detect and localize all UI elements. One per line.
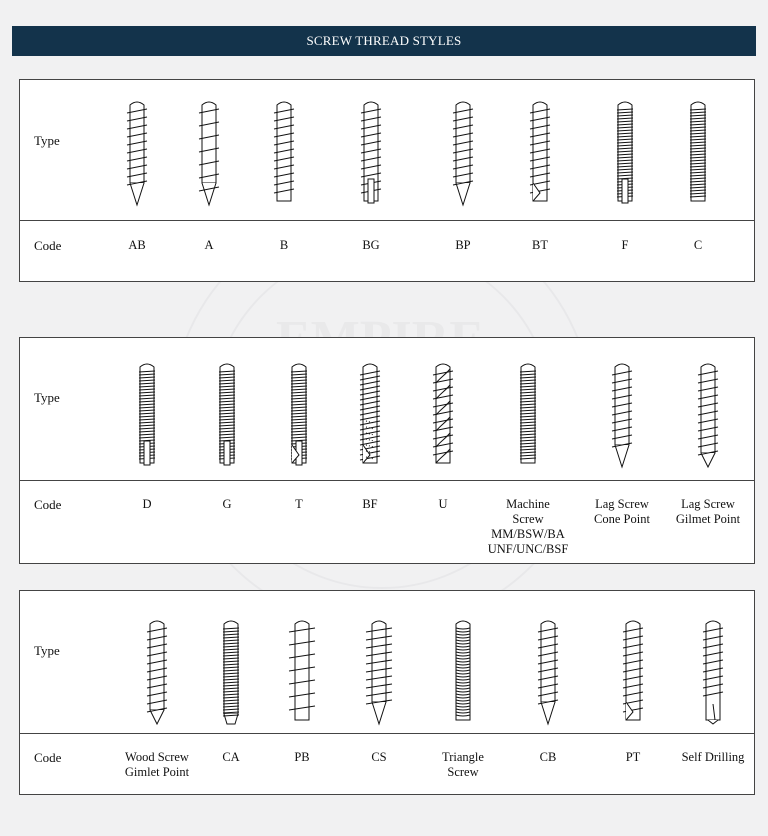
thread-code: Lag Screw Cone Point: [594, 497, 650, 526]
thread-code: PT: [625, 750, 641, 764]
panel-2: [19, 337, 755, 564]
screw-illustration: [691, 616, 735, 728]
thread-code: D: [142, 497, 152, 511]
panel-3: [19, 590, 755, 795]
thread-code: Wood Screw Gimlet Point: [124, 750, 190, 779]
thread-code: F: [621, 238, 629, 252]
thread-code: CA: [222, 750, 240, 764]
screw-illustration: [209, 616, 253, 728]
screw-illustration: [611, 616, 655, 728]
thread-code: BP: [455, 238, 471, 252]
screw-illustration: [205, 359, 249, 471]
type-label: Type: [34, 390, 60, 405]
screw-illustration: [526, 616, 570, 728]
row-divider: [20, 480, 754, 481]
page-title: SCREW THREAD STYLES: [12, 26, 756, 56]
code-label: Code: [34, 750, 62, 765]
thread-code: T: [295, 497, 303, 511]
thread-code: BT: [532, 238, 548, 252]
screw-illustration: [357, 616, 401, 728]
thread-code: A: [204, 238, 214, 252]
type-label: Type: [34, 133, 60, 148]
thread-code: U: [438, 497, 448, 511]
screw-illustration: [349, 97, 393, 209]
screw-illustration: [441, 97, 485, 209]
screw-illustration: [277, 359, 321, 471]
thread-code: G: [222, 497, 232, 511]
thread-code: PB: [294, 750, 310, 764]
screw-illustration: [115, 97, 159, 209]
row-divider: [20, 733, 754, 734]
screw-illustration: [686, 359, 730, 471]
screw-illustration: [421, 359, 465, 471]
screw-illustration: [518, 97, 562, 209]
screw-illustration: [262, 97, 306, 209]
screw-illustration: [506, 359, 550, 471]
thread-code: CB: [539, 750, 557, 764]
screw-illustration: [441, 616, 485, 728]
thread-code: BF: [362, 497, 378, 511]
screw-illustration: [600, 359, 644, 471]
thread-code: Lag Screw Gilmet Point: [675, 497, 741, 526]
thread-code: Self Drilling: [681, 750, 745, 764]
screw-illustration: [280, 616, 324, 728]
thread-code: AB: [128, 238, 146, 252]
screw-illustration: [125, 359, 169, 471]
thread-code: B: [279, 238, 289, 252]
row-divider: [20, 220, 754, 221]
thread-code: C: [693, 238, 703, 252]
thread-code: Triangle Screw: [442, 750, 484, 779]
panel-1: [19, 79, 755, 282]
screw-illustration: [135, 616, 179, 728]
thread-code: Machine Screw MM/BSW/BA UNF/UNC/BSF: [487, 497, 569, 556]
thread-code: CS: [371, 750, 387, 764]
screw-illustration: [676, 97, 720, 209]
type-label: Type: [34, 643, 60, 658]
screw-illustration: [187, 97, 231, 209]
screw-illustration: [603, 97, 647, 209]
thread-code: BG: [362, 238, 380, 252]
screw-illustration: [348, 359, 392, 471]
code-label: Code: [34, 497, 62, 512]
code-label: Code: [34, 238, 62, 253]
